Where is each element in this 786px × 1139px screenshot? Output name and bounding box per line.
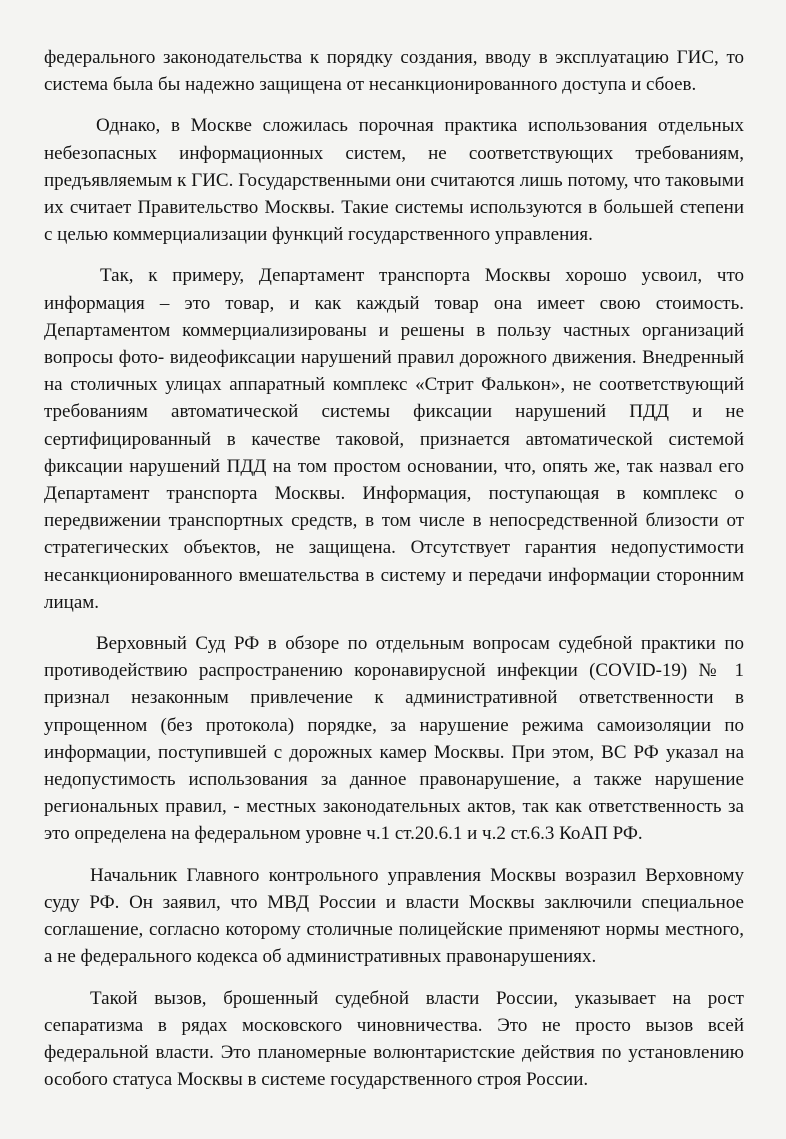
paragraph-control-department: Начальник Главного контрольного управления Москвы возразил Верховному суду РФ. Он заявил, что МВД России и власти Москвы заключили специальное соглашение, согласно которому столичные полицейские применяют нормы местного, а не федерального кодекса об административных правонарушениях.: [44, 864, 744, 968]
paragraph-continuation: федерального законодательства к порядку создания, вводу в эксплуатацию ГИС, то система была бы надежно защищена от несанкционированного доступа и сбоев.: [44, 47, 744, 96]
paragraph-transport-department: Так, к примеру, Департамент транспорта Москвы хорошо усвоил, что информация – это товар, и как каждый товар она имеет свою стоимость. Департаментом коммерциализированы и решены в пользу частных организаций вопросы фото- видеофиксации нарушений правил дорожного движения. Внедренный на столичных улицах аппаратный комплекс «Стрит Фалькон», не соответствующий требованиям автоматической системы фиксации нарушений ПДД и не сертифицированный в качестве таковой, признается автоматической системой фиксации нарушений ПДД на том простом основании, что, опять же, так назвал его Департамент транспорта Москвы. Информация, поступающая в комплекс о передвижении транспортных средств, в том числе в непосредственной близости от стратегических объектов, не защищена. Отсутствует гарантия недопустимости несанкционированного вмешательства в систему и передачи информации сторонним лицам.: [44, 265, 744, 613]
paragraph-separatism: Такой вызов, брошенный судебной власти России, указывает на рост сепаратизма в рядах московского чиновничества. Это не просто вызов всей федеральной власти. Это планомерные волюнтаристские действия по установлению особого статуса Москвы в системе государственного строя России.: [44, 987, 744, 1091]
paragraph-supreme-court: Верховный Суд РФ в обзоре по отдельным вопросам судебной практики по противодействию распространению коронавирусной инфекции (COVID-19) № 1 признал незаконным привлечение к административной ответственности в упрощенном (без протокола) порядке, за нарушение режима самоизоляции по информации, поступившей с дорожных камер Москвы. При этом, ВС РФ указал на недопустимость использования за данное правонарушение, а также нарушение региональных правил, - местных законодательных актов, так как ответственность за это определена на федеральном уровне ч.1 ст.20.6.1 и ч.2 ст.6.3 КоАП РФ.: [44, 633, 744, 845]
paragraph-moscow-practice: Однако, в Москве сложилась порочная практика использования отдельных небезопасных информационных систем, не соответствующих требованиям, предъявляемым к ГИС. Государственными они считаются лишь потому, что таковыми их считает Правительство Москвы. Такие системы используются в большей степени с целью коммерциализации функций государственного управления.: [44, 115, 744, 246]
